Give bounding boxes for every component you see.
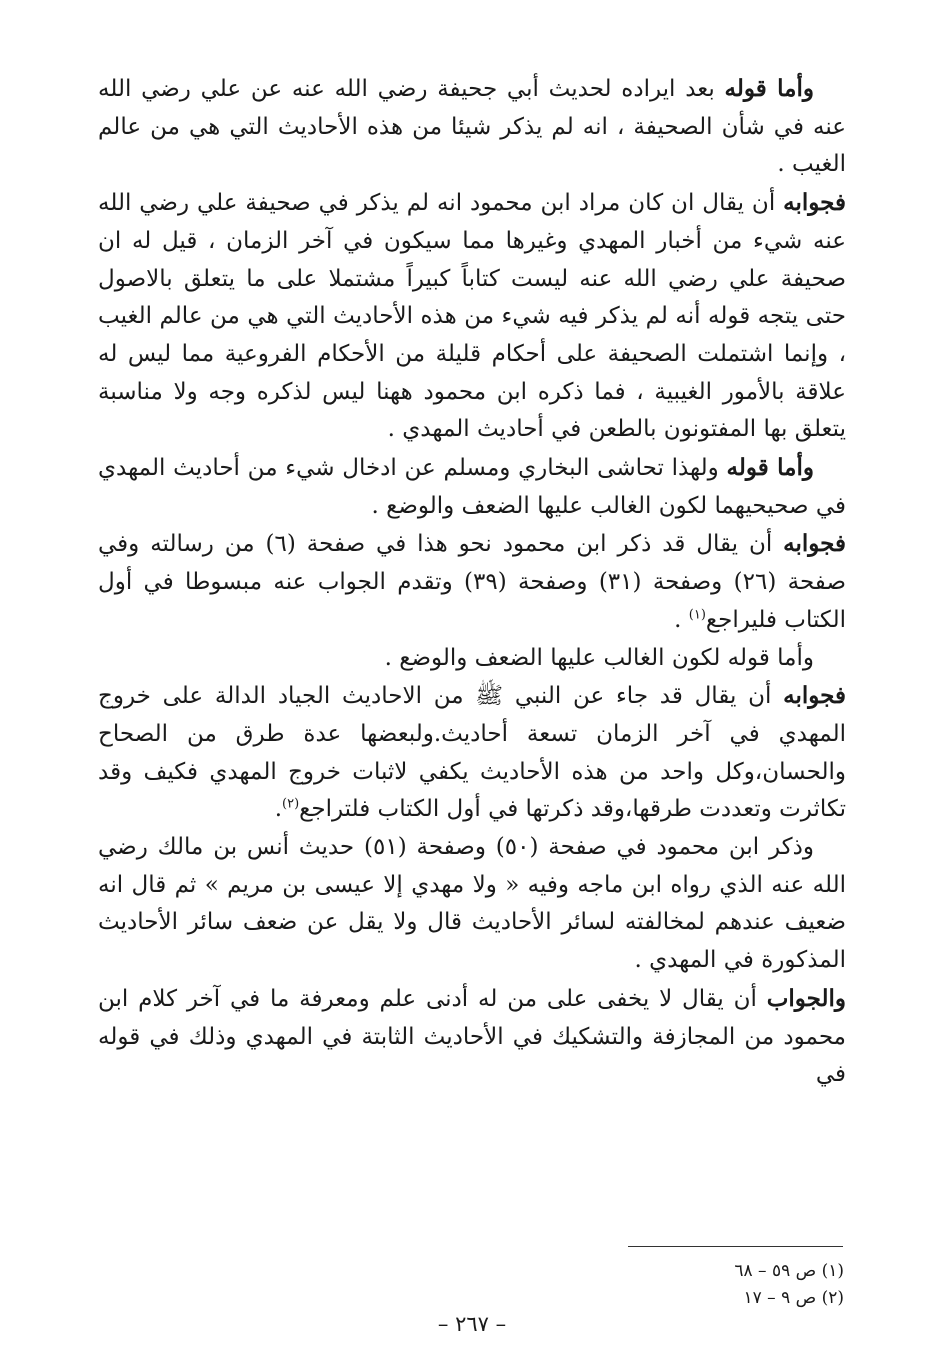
paragraph-8 [98,980,846,1094]
paragraph-6-lead: فجوابه [783,682,846,710]
paragraph-4-text: أن يقال قد ذكر ابن محمود نحو هذا في صفحة (٦) من رسالته وفي صفحة (٢٦) وصفحة (٣١) وصفحة (٣٩) وتقدم الجواب عنه مبسوطا في أول الكتاب فليراجع [98,531,846,633]
paragraph-5 [98,640,846,678]
paragraph-7 [98,829,846,980]
page-body [98,70,846,1094]
paragraph-3-lead: وأما قوله [726,454,814,482]
paragraph-1-lead: وأما قوله [724,75,814,102]
paragraph-4-tail: . [674,606,689,633]
footnotes [544,1258,844,1312]
paragraph-4-lead: فجوابه [783,530,847,558]
paragraph-7-text: وذكر ابن محمود في صفحة (٥٠) وصفحة (٥١) حديث أنس بن مالك رضي الله عنه الذي رواه ابن ماجه وفيه « ولا مهدي إلا عيسى بن مريم » ثم قال انه ضعيف عندهم لمخالفته لسائر الأحاديث قال ولا يقل عن ضعف سائر الأحاديث المذكورة في المهدي . [98,834,846,974]
paragraph-4 [98,525,846,639]
paragraph-1 [98,70,846,184]
paragraph-2-lead: فجوابه [783,189,846,217]
paragraph-5-text: وأما قوله لكون الغالب عليها الضعف والوضع . [384,644,814,671]
paragraph-6 [98,677,846,829]
paragraph-1-text: بعد ايراده لحديث أبي جحيفة رضي الله عنه عن علي رضي الله عنه في شأن الصحيفة ، انه لم يذكر شيئا من هذه الأحاديث التي هي من عالم الغيب . [98,76,846,178]
paragraph-8-text: أن يقال لا يخفى على من له أدنى علم ومعرفة ما في آخر كلام ابن محمود من المجازفة والتشكيك في الأحاديث الثابتة في المهدي وذلك في قوله في [98,985,846,1088]
paragraph-3-text: ولهذا تحاشى البخاري ومسلم عن ادخال شيء من أحاديث المهدي في صحيحيهما لكون الغالب عليها الضعف والوضع . [98,455,846,519]
paragraph-3 [98,449,846,525]
footnote-2: (٢) ص ٩ – ١٧ [743,1288,844,1308]
paragraph-6-text: أن يقال قد جاء عن النبي ﷺ من الاحاديث الجياد الدالة على خروج المهدي في آخر الزمان تسعة أحاديث.ولبعضها عدة طرق من الصحاح والحسان،وكل واحد من هذه الأحاديث يكفي لاثبات خروج المهدي فكيف وقد تكاثرت وتعددت طرقها،وقد ذكرتها في أول الكتاب فلتراجع [98,683,846,823]
paragraph-8-lead: والجواب [766,984,846,1012]
footnote-divider [628,1246,843,1247]
paragraph-2-text: أن يقال ان كان مراد ابن محمود انه لم يذكر في صحيفة علي رضي الله عنه شيء من أخبار المهدي وغيرها مما سيكون في آخر الزمان ، قيل له ان صحيفة علي رضي الله عنه ليست كتاباً كبيراً مشتملا على ما يتعلق بالاصول حتى يتجه قوله أنه لم يذكر فيه شيء من هذه الأحاديث التي هي من عالم الغيب ، وإنما اشتملت الصحيفة على أحكام قليلة من الأحكام الفروعية مما ليس له علاقة بالأمور الغيبية ، فما ذكره ابن محمود ههنا ليس لذكره وجه ولا مناسبة يتعلق بها المفتونون بالطعن في أحاديث المهدي . [98,190,846,443]
footnote-1: (١) ص ٥٩ – ٦٨ [734,1261,844,1281]
paragraph-6-tail: . [274,796,282,823]
footnote-ref-2: (٢) [282,796,300,812]
paragraph-2 [98,184,846,449]
main-text [98,70,846,1094]
page-number: – ٢٦٧ – [437,1312,507,1336]
footnote-ref-1: (١) [688,607,706,623]
